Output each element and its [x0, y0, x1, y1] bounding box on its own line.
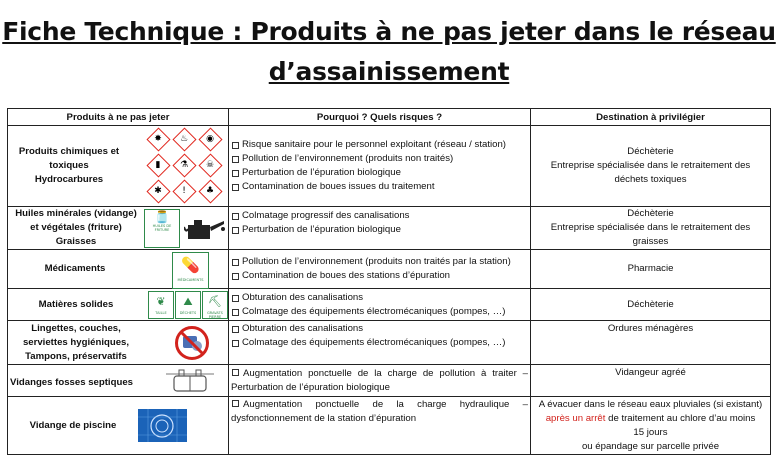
exclamation-icon: !	[173, 180, 195, 202]
gravel-icon: ⛏ GRAVATS PIERRE	[202, 291, 228, 319]
page-title-line-1: Fiche Technique : Produits à ne pas jeter dans le réseau	[2, 17, 776, 46]
destination-cell: Déchèterie Entreprise spécialisée dans le retraitement des déchets toxiques	[531, 126, 771, 207]
table-row	[8, 289, 771, 321]
risks-cell	[229, 365, 531, 397]
product-name: Vidange de piscine	[29, 419, 117, 431]
checkbox-icon	[232, 184, 239, 191]
checkbox-icon	[232, 369, 239, 376]
risk-item: Pollution de l’environnement (produits non traités)	[231, 152, 528, 166]
checkbox-icon	[232, 259, 239, 266]
oil-pictograms	[144, 209, 226, 247]
septic-tank-icon	[166, 367, 214, 393]
checkbox-icon	[232, 295, 239, 302]
risks-cell	[229, 207, 531, 250]
oil-bottle-icon: 🫙 HUILES DE FRITURE	[144, 209, 180, 248]
rubble-icon: ⛰ DÉCHETS	[175, 291, 201, 319]
header-risks: Pourquoi ? Quels risques ?	[229, 109, 531, 126]
risk-item: Contamination de boues des stations d’épuration	[231, 269, 528, 283]
risk-item: Obturation des canalisations	[231, 291, 528, 305]
risks-cell	[229, 289, 531, 321]
risk-item: Colmatage des équipements électromécaniques (pompes, …)	[231, 336, 528, 350]
health-hazard-icon: ✱	[147, 180, 169, 202]
corrosive-icon: ⚗	[173, 154, 195, 176]
risk-item: Risque sanitaire pour le personnel exploitant (réseau / station)	[231, 138, 528, 152]
product-name: Médicaments	[44, 263, 106, 274]
risk-item: Augmentation ponctuelle de la charge hydraulique – dysfonctionnement de la station d’épuration	[231, 399, 528, 424]
destination-cell: A évacuer dans le réseau eaux pluviales (si existant) après un arrêt de traitement au chlore d’au moins 15 jours ou épandage sur parcelle privée	[531, 397, 771, 455]
page-title-line-2: d’assainissement	[268, 57, 510, 86]
products-table	[7, 108, 771, 455]
checkbox-icon	[232, 213, 239, 220]
product-name: Vidanges fosses septiques	[10, 377, 133, 388]
header-products: Produits à ne pas jeter	[8, 109, 229, 126]
table-row	[8, 207, 771, 250]
checkbox-icon	[232, 273, 239, 280]
risks-cell	[229, 321, 531, 365]
risks-cell	[229, 126, 531, 207]
destination-cell: Ordures ménagères	[531, 321, 771, 365]
no-wipes-icon	[174, 325, 210, 361]
toxic-skull-icon: ☠	[199, 154, 221, 176]
risk-item: Colmatage des équipements électromécaniques (pompes, …)	[231, 305, 528, 319]
checkbox-icon	[232, 170, 239, 177]
green-waste-icon: ❦ TAILLE	[148, 291, 174, 319]
product-name: Matières solides	[38, 298, 114, 310]
risk-item: Pollution de l’environnement (produits non traités par la station)	[231, 255, 528, 269]
risk-item: Augmentation ponctuelle de la charge de pollution à traiter – Perturbation de l’épuration biologique	[231, 367, 528, 393]
product-cell	[8, 126, 229, 207]
checkbox-icon	[232, 340, 239, 347]
checkbox-icon	[232, 400, 239, 407]
table-header-row	[8, 109, 771, 126]
environment-icon: ♣	[199, 180, 221, 202]
risk-item: Perturbation de l’épuration biologique	[231, 166, 528, 180]
checkbox-icon	[232, 142, 239, 149]
checkbox-icon	[232, 156, 239, 163]
header-destination: Destination à privilégier	[531, 109, 771, 126]
product-cell	[8, 250, 229, 289]
gas-cylinder-icon: ▮	[147, 154, 169, 176]
checkbox-icon	[232, 227, 239, 234]
risks-cell	[229, 250, 531, 289]
pool-icon	[138, 409, 187, 442]
product-cell	[8, 289, 229, 321]
table-row	[8, 126, 771, 207]
risk-item: Colmatage progressif des canalisations	[231, 209, 528, 223]
flammable-icon: ♨	[173, 128, 195, 150]
medicine-icon: 💊 MÉDICAMENTS	[172, 252, 209, 289]
risk-item: Obturation des canalisations	[231, 322, 528, 336]
checkbox-icon	[232, 326, 239, 333]
destination-cell: Vidangeur agréé	[531, 365, 771, 397]
table-row	[8, 397, 771, 455]
product-cell	[8, 365, 229, 397]
oxidizer-icon: ◉	[199, 128, 221, 150]
product-cell	[8, 397, 229, 455]
destination-cell: Déchèterie Entreprise spécialisée dans le retraitement des graisses	[531, 207, 771, 250]
checkbox-icon	[232, 309, 239, 316]
risk-item: Contamination de boues issues du traitement	[231, 180, 528, 194]
risks-cell	[229, 397, 531, 455]
table-row	[8, 250, 771, 289]
risk-item: Perturbation de l’épuration biologique	[231, 223, 528, 237]
hazard-pictograms	[145, 127, 225, 205]
destination-cell: Déchèterie	[531, 289, 771, 321]
oil-can-icon	[184, 215, 226, 243]
product-cell	[8, 321, 229, 365]
solid-waste-pictograms	[148, 291, 228, 319]
table-row	[8, 365, 771, 397]
product-name: Huiles minérales (vidange) et végétales (friture) Graisses	[15, 208, 137, 247]
destination-cell: Pharmacie	[531, 250, 771, 289]
product-name: Produits chimiques et toxiques Hydrocarbures	[18, 146, 120, 185]
warning-text: après un arrêt	[545, 413, 606, 424]
explosive-icon: ✸	[147, 128, 169, 150]
product-name: Lingettes, couches, serviettes hygiéniques, Tampons, préservatifs	[22, 322, 130, 362]
table-row	[8, 321, 771, 365]
product-cell	[8, 207, 229, 250]
